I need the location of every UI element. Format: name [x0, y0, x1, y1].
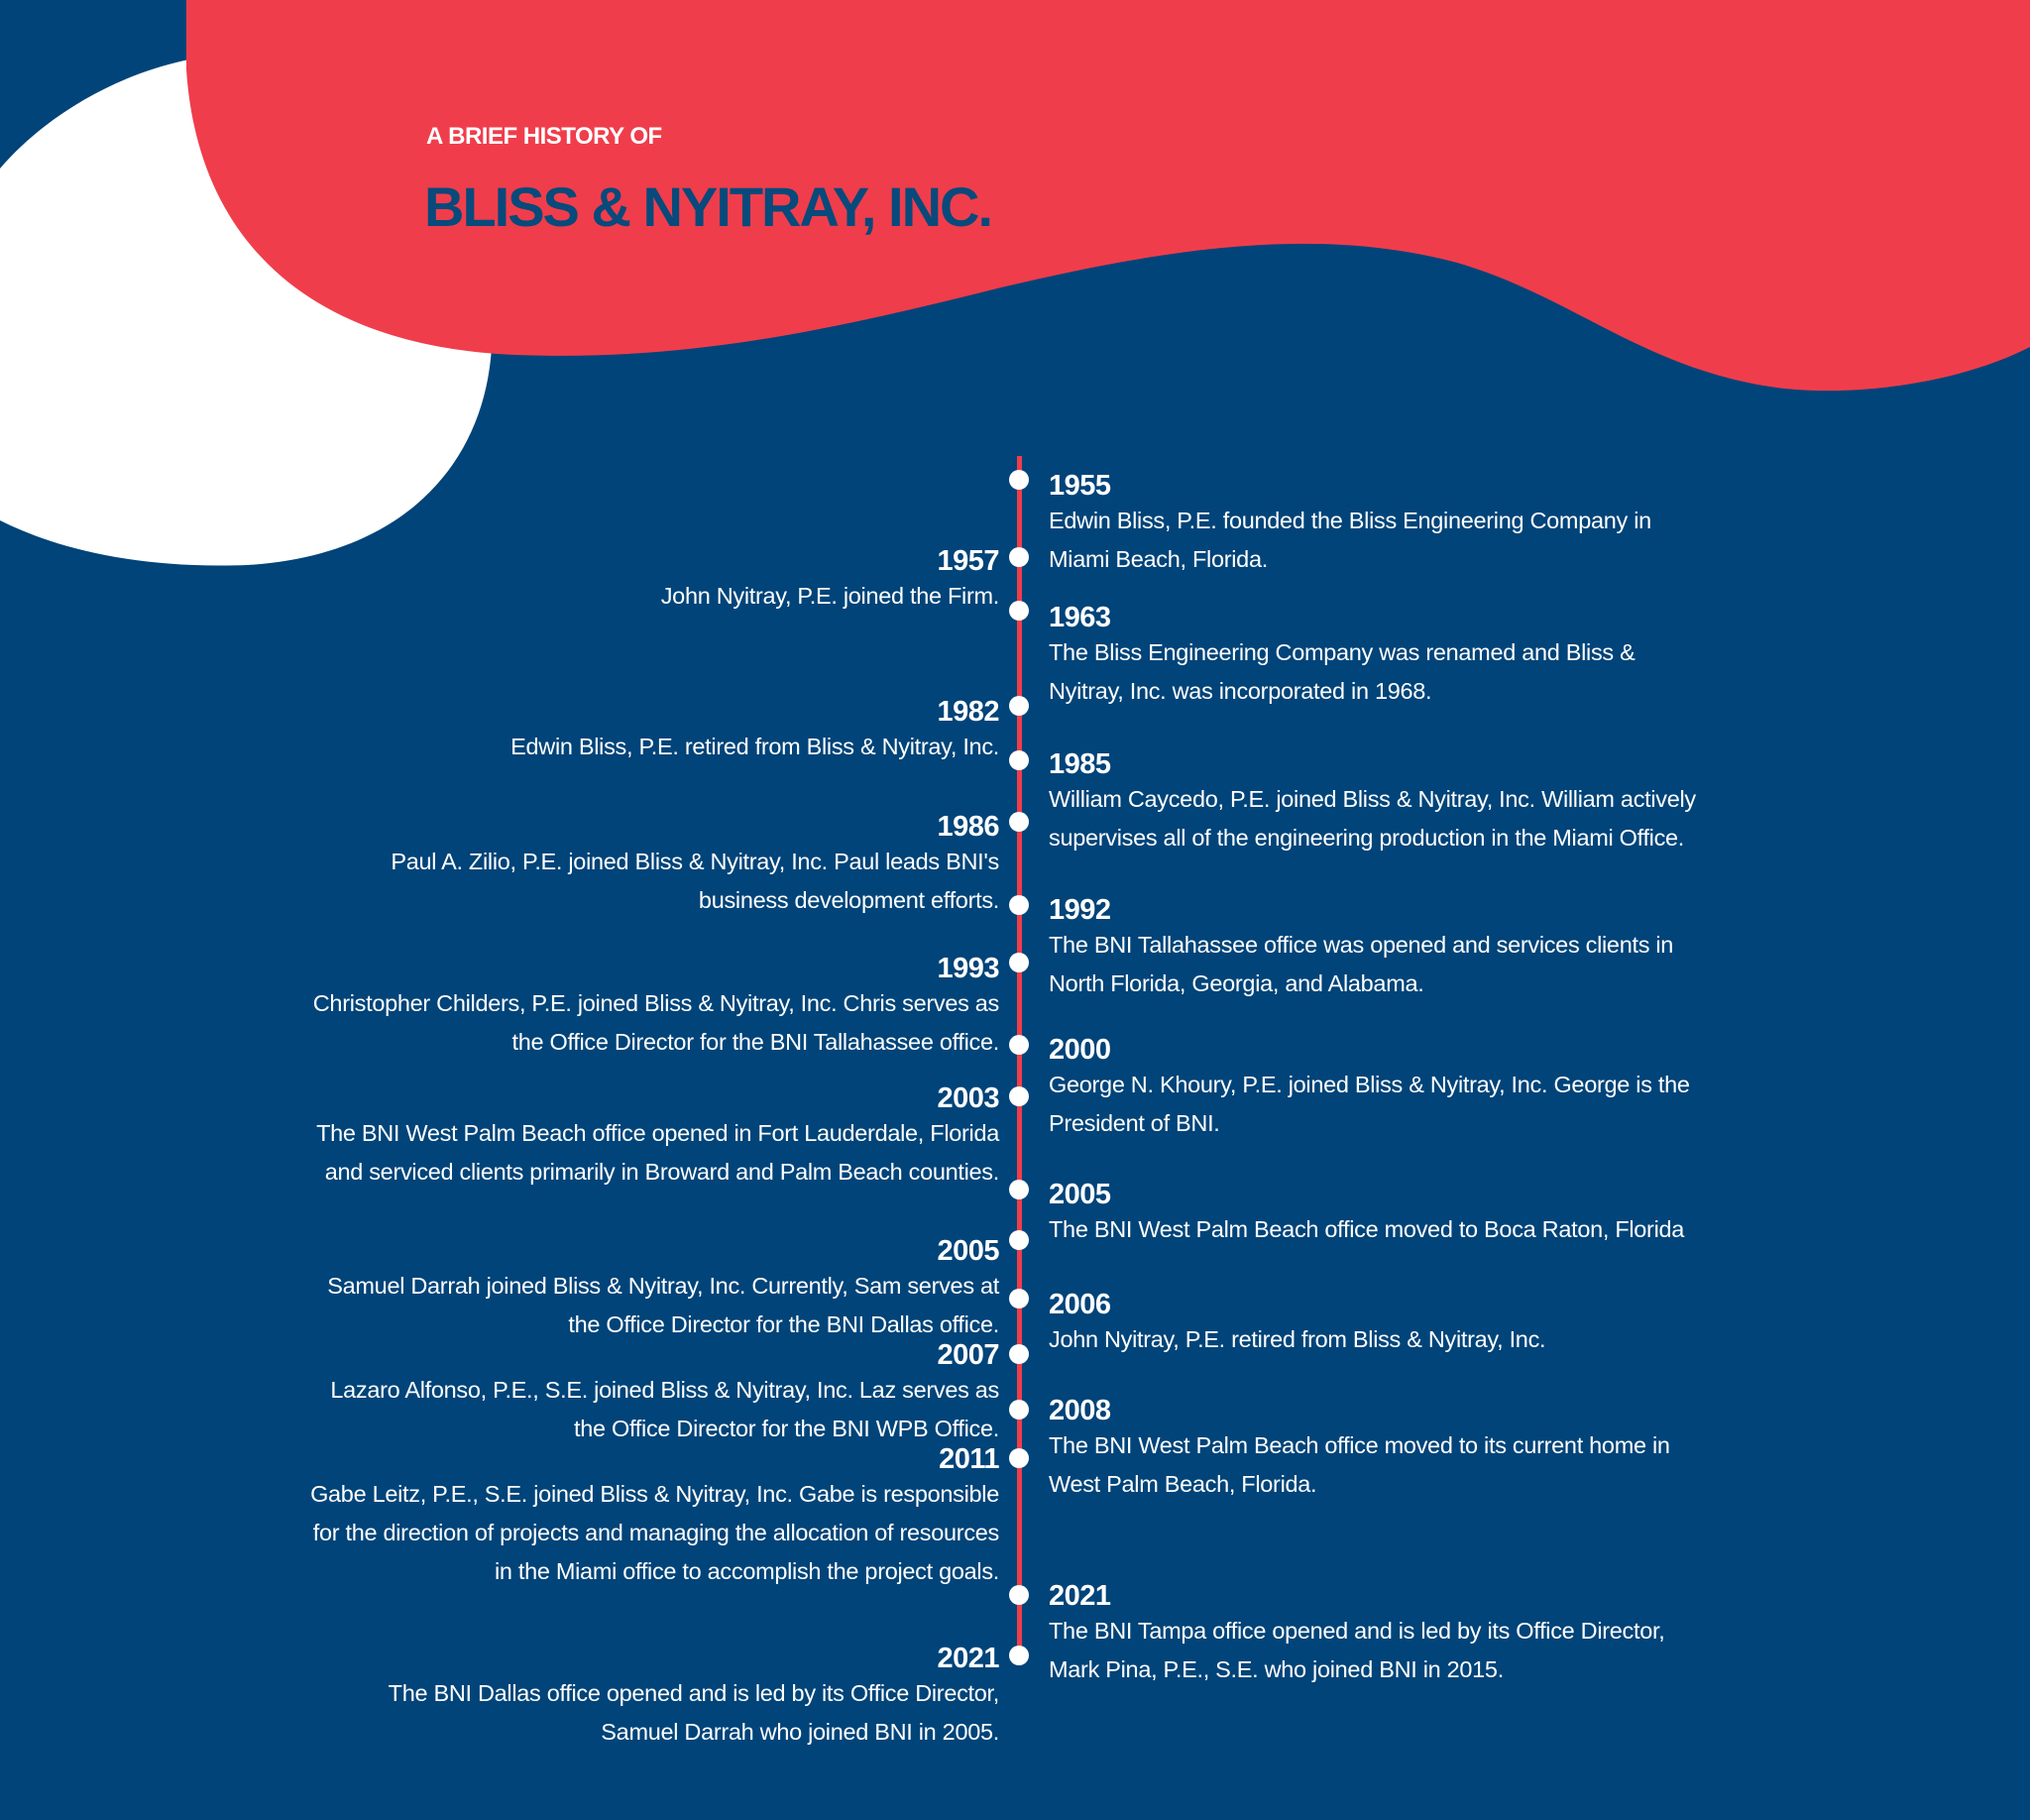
timeline-dot-1957 [1009, 547, 1029, 567]
entry-text: Edwin Bliss, P.E. retired from Bliss & Nyitray, Inc. [510, 734, 999, 759]
timeline-entry-2003 [305, 1082, 999, 1192]
entry-year: 2008 [1049, 1395, 1111, 1426]
timeline-dot-2005-right [1009, 1180, 1029, 1199]
entry-year: 2021 [937, 1643, 999, 1674]
entry-text: The BNI Tallahassee office was opened and services clients in North Florida, Georgia, and Alabama. [1049, 932, 1674, 996]
entry-text: John Nyitray, P.E. joined the Firm. [660, 583, 999, 609]
entry-text: Paul A. Zilio, P.E. joined Bliss & Nyitray, Inc. Paul leads BNI's business development efforts. [391, 849, 999, 913]
timeline-dot-1992 [1009, 895, 1029, 915]
timeline-entry-2008 [1049, 1395, 1703, 1504]
timeline-entry-1985 [1049, 748, 1703, 857]
entry-year: 1957 [937, 545, 999, 577]
timeline-dot-1963 [1009, 601, 1029, 621]
entry-year: 1993 [937, 953, 999, 984]
timeline-entry-1963 [1049, 602, 1703, 711]
entry-text: William Caycedo, P.E. joined Bliss & Nyitray, Inc. William actively supervises all of the engineering production in the Miami Office. [1049, 786, 1696, 851]
timeline-entry-2021-dallas [305, 1643, 999, 1752]
entry-text: The BNI West Palm Beach office moved to Boca Raton, Florida [1049, 1216, 1685, 1242]
entry-text: Lazaro Alfonso, P.E., S.E. joined Bliss & Nyitray, Inc. Laz serves as the Office Director for the BNI WPB Office. [330, 1377, 999, 1441]
timeline-entry-1992 [1049, 894, 1703, 1003]
timeline-dot-2005-left [1009, 1230, 1029, 1250]
entry-text: Christopher Childers, P.E. joined Bliss & Nyitray, Inc. Chris serves as the Office Director for the BNI Tallahassee office. [312, 990, 999, 1055]
timeline-dot-2007 [1009, 1344, 1029, 1364]
entry-year: 1985 [1049, 748, 1111, 780]
entry-year: 1986 [937, 811, 999, 843]
entry-year: 1992 [1049, 894, 1111, 926]
entry-year: 1982 [937, 696, 999, 728]
entry-year: 2006 [1049, 1289, 1111, 1320]
entry-text: Samuel Darrah joined Bliss & Nyitray, Inc. Currently, Sam serves at the Office Director for the BNI Dallas office. [327, 1273, 999, 1337]
entry-text: The BNI Tampa office opened and is led by its Office Director, Mark Pina, P.E., S.E. who joined BNI in 2015. [1049, 1618, 1665, 1682]
entry-text: Edwin Bliss, P.E. founded the Bliss Engineering Company in Miami Beach, Florida. [1049, 508, 1651, 572]
timeline-dot-2011 [1009, 1448, 1029, 1468]
entry-text: The BNI West Palm Beach office opened in Fort Lauderdale, Florida and serviced clients primarily in Broward and Palm Beach counties. [316, 1120, 999, 1185]
timeline-entry-1982 [305, 696, 999, 766]
entry-year: 2000 [1049, 1034, 1111, 1066]
timeline-entry-2000 [1049, 1034, 1703, 1143]
timeline-dot-2008 [1009, 1400, 1029, 1420]
entry-year: 1963 [1049, 602, 1111, 633]
timeline-dot-2021-right [1009, 1585, 1029, 1605]
timeline-entry-1955 [1049, 470, 1703, 579]
timeline-dot-2000 [1009, 1035, 1029, 1055]
entry-text: John Nyitray, P.E. retired from Bliss & Nyitray, Inc. [1049, 1326, 1546, 1352]
entry-text: George N. Khoury, P.E. joined Bliss & Nyitray, Inc. George is the President of BNI. [1049, 1072, 1690, 1136]
timeline-dot-1982 [1009, 696, 1029, 716]
timeline-entry-2011 [305, 1443, 999, 1591]
timeline-dot-1955 [1009, 470, 1029, 490]
header-kicker: A BRIEF HISTORY OF [426, 123, 662, 150]
timeline-dot-1993 [1009, 953, 1029, 972]
timeline-entry-2006 [1049, 1289, 1703, 1359]
entry-year: 2003 [937, 1082, 999, 1114]
entry-text: The BNI West Palm Beach office moved to its current home in West Palm Beach, Florida. [1049, 1432, 1670, 1497]
timeline-dot-2021-left [1009, 1646, 1029, 1665]
timeline-entry-2021-tampa [1049, 1580, 1703, 1689]
entry-year: 2005 [1049, 1179, 1111, 1210]
entry-text: The BNI Dallas office opened and is led by its Office Director, Samuel Darrah who joined BNI in 2005. [388, 1680, 999, 1745]
timeline-dot-1986 [1009, 812, 1029, 832]
entry-text: Gabe Leitz, P.E., S.E. joined Bliss & Nyitray, Inc. Gabe is responsible for the direction of projects and managing the allocation of resources in the Miami office to accomplish the project goals. [310, 1481, 999, 1584]
timeline-entry-1986 [305, 811, 999, 920]
entry-year: 2011 [939, 1443, 999, 1475]
timeline-dot-2003 [1009, 1086, 1029, 1106]
page-title: BLISS & NYITRAY, INC. [424, 175, 992, 238]
timeline-entry-2007 [305, 1339, 999, 1448]
entry-year: 2021 [1049, 1580, 1111, 1612]
entry-year: 1955 [1049, 470, 1111, 502]
timeline-entry-1993 [305, 953, 999, 1062]
entry-year: 2007 [937, 1339, 999, 1371]
entry-text: The Bliss Engineering Company was renamed and Bliss & Nyitray, Inc. was incorporated in 1968. [1049, 639, 1635, 704]
timeline-entry-2005-darrah [305, 1235, 999, 1344]
timeline-entry-2005-boca [1049, 1179, 1703, 1249]
timeline-entry-1957 [305, 545, 999, 616]
timeline-line [1017, 456, 1022, 1655]
timeline-dot-2006 [1009, 1289, 1029, 1308]
timeline-dot-1985 [1009, 750, 1029, 770]
entry-year: 2005 [937, 1235, 999, 1267]
